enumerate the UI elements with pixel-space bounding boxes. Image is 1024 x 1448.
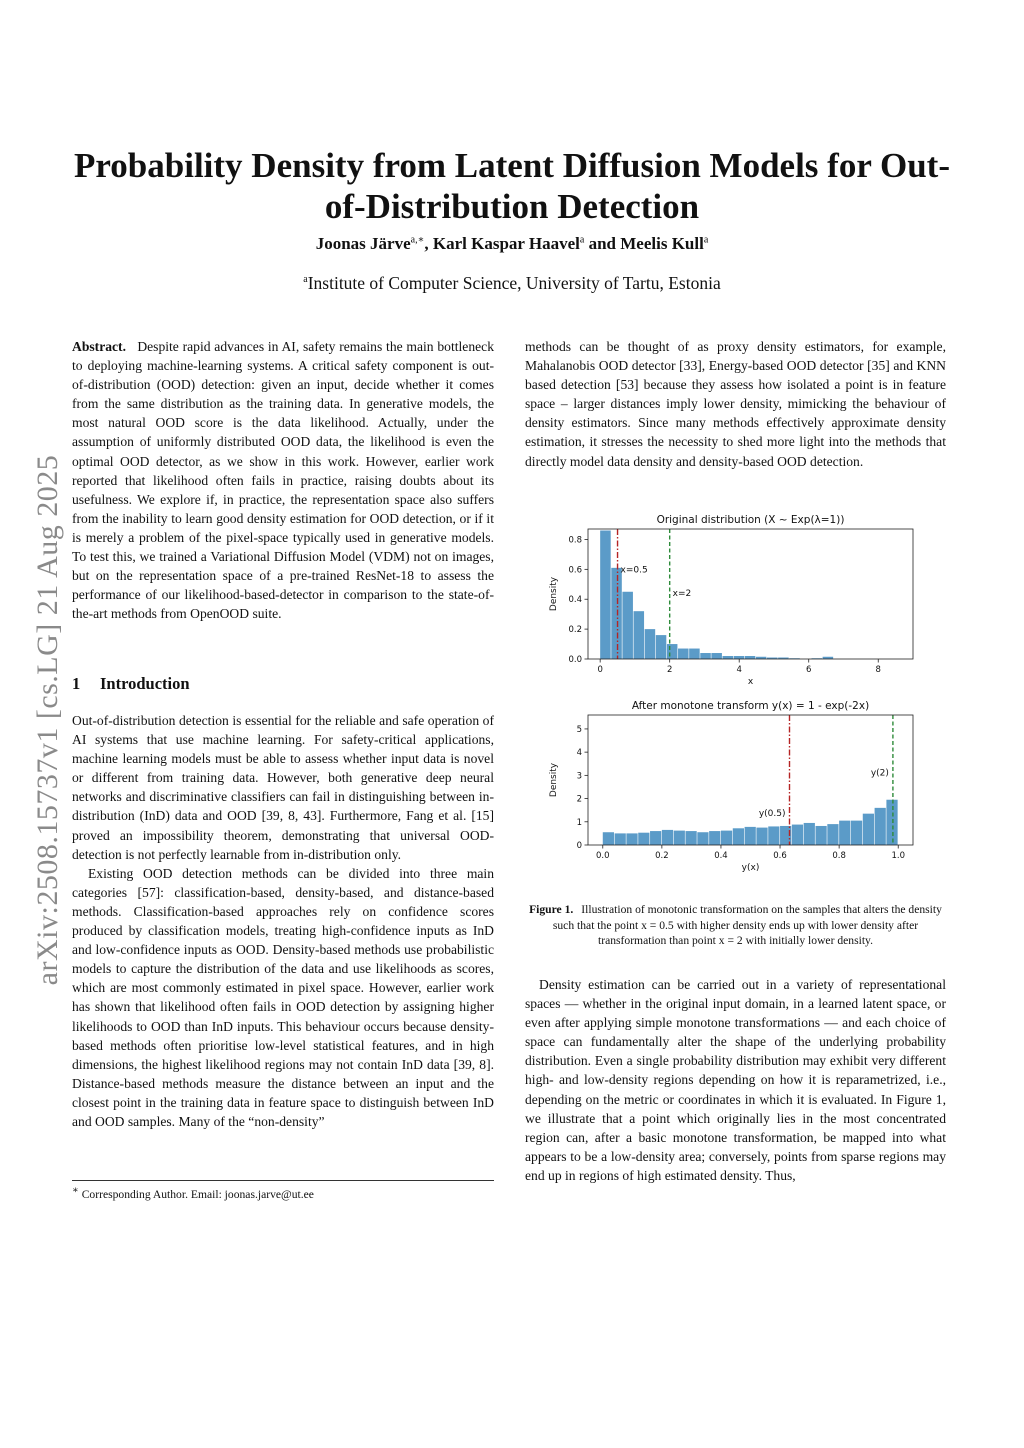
x-axis-label: y(x): [741, 863, 760, 873]
y-tick-label: 0.8: [568, 535, 582, 546]
footnote-text: Corresponding Author. Email: joonas.jarve@ut.ee: [81, 1187, 314, 1201]
y-tick-label: 0: [576, 841, 582, 851]
reference-line-label: y(2): [870, 768, 889, 779]
histogram-bar: [733, 828, 744, 845]
x-tick-label: 2: [666, 665, 673, 675]
histogram-bar: [603, 832, 614, 845]
histogram-bar: [662, 830, 673, 845]
y-tick-label: 4: [576, 748, 582, 759]
chart-title: Original distribution (X ~ Exp(λ=1)): [656, 514, 845, 526]
y-axis-label: Density: [549, 576, 559, 612]
x-tick-label: 0: [597, 665, 603, 675]
abstract: [72, 337, 494, 623]
x-tick-label: 8: [875, 665, 881, 675]
section-number: 1: [72, 674, 81, 693]
x-tick-label: 0.8: [832, 851, 846, 861]
histogram-bar: [697, 832, 708, 845]
histogram-bar: [686, 831, 697, 845]
author-name: Joonas Järve: [315, 234, 411, 253]
histogram-bar: [615, 833, 626, 845]
histogram-bar: [645, 629, 656, 659]
caption-text: Illustration of monotonic transformation on the samples that alters the density such that the point x = 0.5 with higher density ends up with lower density after transformation than point x = 2 with initially lower density.: [552, 903, 942, 947]
histogram-bar: [827, 824, 838, 845]
histogram-bar: [622, 592, 633, 659]
histogram-bar: [667, 644, 678, 659]
histogram-bar: [851, 821, 862, 845]
author-name: Meelis Kull: [620, 234, 704, 253]
histogram-bar: [674, 831, 685, 845]
histogram-bar: [839, 821, 850, 845]
arxiv-stamp: arXiv:2508.15737v1 [cs.LG] 21 Aug 2025: [31, 454, 64, 986]
y-tick-label: 2: [576, 794, 582, 805]
histogram-bar: [600, 530, 611, 659]
figure-1: [520, 505, 960, 890]
histogram-bar: [650, 831, 661, 845]
figure-caption: [525, 902, 946, 949]
abstract-text: Despite rapid advances in AI, safety remains the main bottleneck to deploying machine-learning systems. A critical safety component is out-of-distribution (OOD) detection: given an input, decide whether it comes from the same distribution as the training data. In generative models, the most natural OOD score is the data likelihood. Actually, under the assumption of uniformly distributed OOD data, the likelihood is even the optimal OOD detector, as we show in this work. However, earlier work reported that likelihood often fails in practice, raising doubts about its usefulness. We explore if, in practice, the representation space also suffers from the inability to learn good density estimation for OOD detection, or if it is merely a problem of the pixel-space typically used in generative models. To test this, we trained a Variational Diffusion Model (VDM) not on images, but on the representation space of a pre-trained ResNet-18 to assess the performance of our likelihood-based-detector in comparison to the state-of-the-art methods from OpenOOD suite.: [72, 339, 494, 622]
x-tick-label: 0.2: [655, 851, 669, 861]
histogram-bar: [721, 831, 732, 845]
paragraph: methods can be thought of as proxy density estimators, for example, Mahalanobis OOD detector [33], Energy-based OOD detector [35] and KNN based detection [53] because they assess how isolated a point is in feature space – larger distances imply lower density, mimicking the behaviour of density estimators. Since many methods effectively approximate density estimation, it stresses the necessity to shed more light into the methods that directly model data density and density-based OOD detection.: [525, 339, 946, 469]
histogram-bar: [863, 814, 874, 845]
histogram-bar: [700, 653, 711, 659]
histogram-bar: [745, 827, 756, 845]
abstract-label: Abstract.: [72, 339, 126, 354]
histogram-bar: [689, 649, 700, 659]
histogram-bar: [875, 808, 886, 845]
affiliation: [62, 273, 962, 294]
x-tick-label: 1.0: [891, 851, 905, 861]
chart-transformed-distribution: [549, 700, 913, 873]
section-title: Introduction: [100, 674, 190, 693]
histogram-bar: [816, 826, 827, 845]
x-axis-label: x: [747, 677, 754, 687]
footnote: [72, 1185, 314, 1201]
histogram-bar: [656, 635, 667, 659]
section-heading: [72, 674, 190, 694]
x-tick-label: 0.6: [773, 851, 787, 861]
paragraph: Out-of-distribution detection is essential for the reliable and safe operation of AI systems that use machine learning. For safety-critical applications, machine learning models must be able to assess whether input data is novel or different from training data. However, both generative deep neural networks and discriminative classifiers can fail in distinguishing between in-distribution (InD) data and OOD [39, 8, 43]. Furthermore, Fang et al. [15] proved an impossibility theorem, demonstrating that universal OOD-detection is not perfectly learnable from in-distribution only.: [72, 713, 494, 862]
x-tick-label: 6: [806, 665, 812, 675]
histogram-bar: [792, 825, 803, 845]
histogram-bar: [678, 649, 689, 659]
author-separator: and: [584, 234, 621, 253]
right-column-top: [525, 337, 946, 471]
y-tick-label: 0.4: [568, 595, 582, 606]
histogram-bar: [734, 656, 745, 659]
y-tick-label: 0.6: [568, 565, 582, 576]
reference-line-label: y(0.5): [758, 808, 786, 819]
footnote-rule: [72, 1180, 494, 1181]
introduction-body: [72, 711, 494, 1131]
x-tick-label: 0.0: [596, 851, 610, 861]
histogram-bar: [634, 611, 645, 659]
histogram-bar: [638, 833, 649, 845]
affiliation-sup: a: [303, 274, 308, 286]
histogram-bar: [611, 568, 622, 659]
paper-title: Probability Density from Latent Diffusion Models for Out-of-Distribution Detection: [74, 146, 950, 226]
right-column-bottom: [525, 975, 946, 1185]
author-list: [62, 234, 962, 254]
histogram-bar: [745, 656, 756, 659]
histogram-bar: [723, 656, 734, 659]
histogram-bar: [756, 828, 767, 845]
x-tick-label: 0.4: [714, 851, 728, 861]
author-sup: a: [579, 234, 585, 246]
reference-line-label: x=2: [672, 589, 692, 600]
y-tick-label: 3: [576, 771, 582, 782]
chart-title: After monotone transform y(x) = 1 - exp(-2x): [631, 700, 870, 712]
y-tick-label: 0.2: [568, 625, 582, 636]
histogram-bar: [768, 826, 779, 845]
y-tick-label: 5: [576, 724, 582, 735]
y-axis-label: Density: [549, 762, 559, 798]
y-tick-label: 0.0: [568, 655, 582, 665]
footnote-mark: ∗: [72, 1185, 79, 1196]
paragraph: Density estimation can be carried out in a variety of representational spaces — whether in the original input domain, in a learned latent space, or even after applying simple monotone transformations — and each choice of space can fundamentally alter the shape of the underlying probability distribution. Even a single probability distribution may exhibit very different high- and low-density regions depending on how it is reparametrized, i.e., depending on the metric or coordinates in which it is evaluated. In Figure 1, we illustrate that a point which originally lies in the most concentrated region can, after a basic monotone transformation, be mapped into what appears to be a low-density area; conversely, points from sparse regions may end up in regions of high estimated density. Thus,: [525, 977, 946, 1183]
histogram-bar: [886, 800, 897, 845]
affiliation-text: Institute of Computer Science, University of Tartu, Estonia: [307, 273, 721, 293]
author-sup: a: [703, 234, 709, 246]
paragraph: Existing OOD detection methods can be divided into three main categories [57]: classification-based, density-based, and distance-based methods. Classification-based approaches rely on confidence scores produced by classification models, treating high-confidence inputs as InD and low-confidence inputs as OOD. Density-based methods use probabilistic models to capture the distribution of the data and use likelihoods as scores, which are most commonly estimated in pixel space. However, earlier work has shown that likelihood often fails in OOD detection by assigning higher likelihoods to OOD than InD inputs. This behaviour occurs because density-based methods often prioritise low-level statistical features, and in high dimensions, the highest likelihood regions may not contain InD data [39, 8]. Distance-based methods measure the distance between an input and the closest point in the training data in feature space to distinguish between InD and OOD samples. Many of the “non-density”: [72, 865, 494, 1129]
y-tick-label: 1: [576, 817, 582, 828]
caption-label: Figure 1.: [529, 903, 574, 916]
author-sup: a,∗: [410, 234, 425, 246]
author-name: Karl Kaspar Haavel: [432, 234, 580, 253]
histogram-bar: [804, 823, 815, 845]
histogram-bar: [626, 833, 637, 845]
reference-line-label: x=0.5: [620, 565, 648, 576]
histogram-bar: [709, 831, 720, 845]
histogram-bar: [711, 653, 722, 659]
author-separator: ,: [424, 234, 433, 253]
chart-original-distribution: [549, 514, 913, 687]
x-tick-label: 4: [736, 665, 742, 675]
